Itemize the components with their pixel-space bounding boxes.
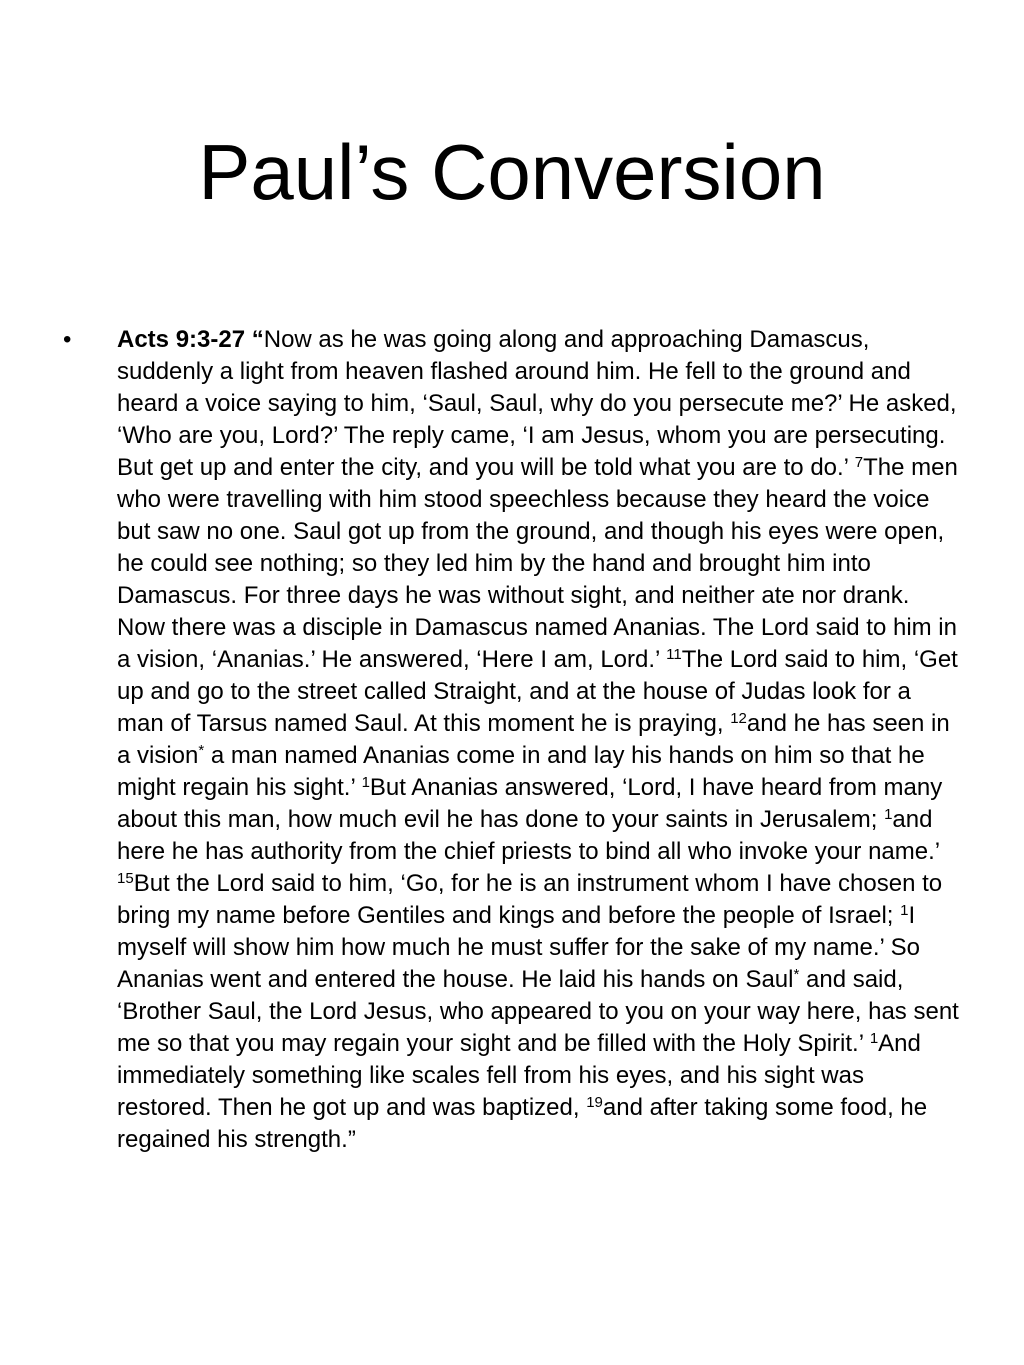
passage-run: But Ananias answered, ‘Lord, I have heard from many about this man, how much evil he has done to your saints in Jerusalem; xyxy=(117,774,943,833)
passage-run: The men who were travelling with him stood speechless because they heard the voice but saw no one. Saul got up from the ground, and though his eyes were open, he could see nothing; so they led him by the hand and brought him into Damascus. For three days he was without sight, and neither ate nor drank. Now there was a disciple in Damascus named Ananias. The Lord said to him in a vision, ‘Ananias.’ He answered, ‘Here I am, Lord.’ xyxy=(117,454,958,673)
verse-number: 15 xyxy=(117,870,134,887)
scripture-reference: Acts 9:3-27 “ xyxy=(117,326,264,353)
verse-number: 19 xyxy=(586,1094,603,1111)
verse-number: * xyxy=(198,742,205,759)
passage-run: And immediately something like scales fell from his eyes, and his sight was restored. Then he got up and was baptized, xyxy=(117,1030,921,1121)
verse-number: 1 xyxy=(361,774,370,791)
passage-run: and after taking some food, he regained his strength.” xyxy=(117,1094,928,1153)
passage-run: and said, ‘Brother Saul, the Lord Jesus, who appeared to you on your way here, has sent me so that you may regain your sight and be filled with the Holy Spirit.’ xyxy=(117,966,959,1057)
bullet-icon: • xyxy=(63,326,72,353)
passage-run: and here he has authority from the chief priests to bind all who invoke your name.’ xyxy=(117,806,940,865)
verse-number: 1 xyxy=(900,902,909,919)
verse-number: 7 xyxy=(854,454,864,471)
scripture-passage xyxy=(117,324,963,1156)
passage-run: and he has seen in a vision xyxy=(117,710,950,769)
verse-number: 1 xyxy=(869,1030,879,1047)
verse-number: 12 xyxy=(730,710,747,727)
verse-number: 11 xyxy=(666,646,682,663)
passage-run: But the Lord said to him, ‘Go, for he is an instrument whom I have chosen to bring my name before Gentiles and kings and before the people of Israel; xyxy=(117,870,943,929)
passage-run: a man named Ananias come in and lay his hands on him so that he might regain his sight.’ xyxy=(117,742,925,801)
passage-run: Now as he was going along and approaching Damascus, suddenly a light from heaven flashed around him. He fell to the ground and heard a voice saying to him, ‘Saul, Saul, why do you persecute me?’ He asked, ‘Who are you, Lord?’ The reply came, ‘I am Jesus, whom you are persecuting. But get up and enter the city, and you will be told what you are to do.’ xyxy=(117,326,957,481)
slide-title: Paul’s Conversion xyxy=(198,128,826,216)
verse-number: 1 xyxy=(884,806,893,823)
passage-run: I myself will show him how much he must suffer for the sake of my name.’ So Ananias went and entered the house. He laid his hands on Saul xyxy=(117,902,920,993)
passage-text xyxy=(117,326,959,1153)
verse-number: * xyxy=(793,966,800,983)
passage-run: The Lord said to him, ‘Get up and go to the street called Straight, and at the house of Judas look for a man of Tarsus named Saul. At this moment he is praying, xyxy=(117,646,958,737)
